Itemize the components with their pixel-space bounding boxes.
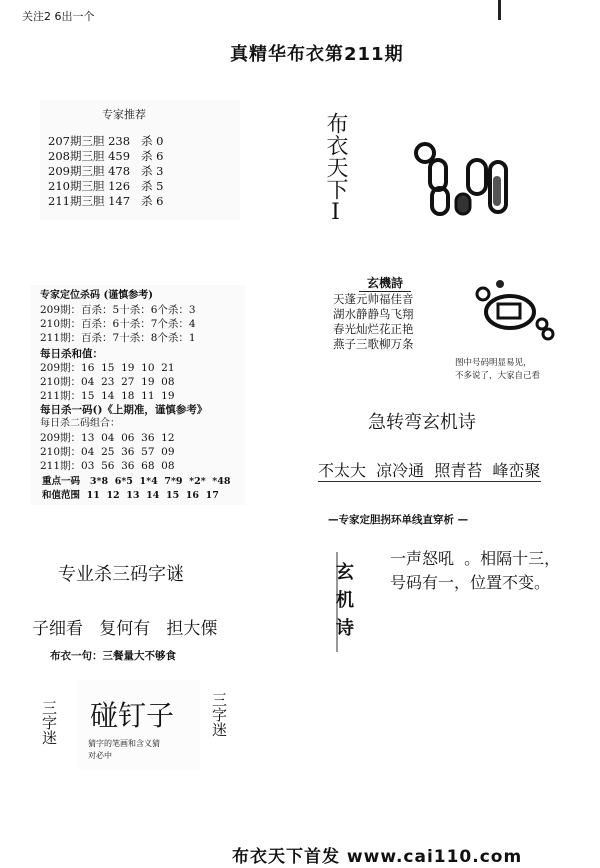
expert-ad-panel — [318, 532, 578, 662]
vertical-title: 布衣天下I — [323, 112, 348, 225]
list-item: 208期三胆 459 杀 6 — [48, 149, 164, 163]
riddle-note-2: 对必中 — [88, 751, 112, 760]
poem-line: 春光灿烂花正艳 — [333, 322, 414, 336]
list-item: 210期三胆 126 杀 5 — [48, 179, 164, 193]
list-item: 211期：03 56 36 68 08 — [40, 460, 175, 472]
riddle-right-label: 三字迷 — [210, 692, 228, 737]
list-item: 207期三胆 238 杀 0 — [48, 134, 164, 148]
daily-one-list — [40, 431, 175, 473]
riddle-left-label: 三字迷 — [40, 700, 58, 745]
poem-line: 湖水静静鸟飞翔 — [333, 307, 414, 321]
expert-recommend-heading: 专家推荐 — [102, 108, 146, 121]
data-panel — [30, 285, 245, 505]
kill-three-saying: 布衣一句：三餐量大不够食 — [50, 650, 176, 662]
list-item: 210期：04 23 27 19 08 — [40, 376, 175, 388]
expert-ad-poem-2: 号码有一，位置不变。 — [390, 573, 551, 592]
xuanji-poem-panel — [315, 270, 573, 385]
poem-line: 天蓬元帅福佳音 — [333, 292, 414, 306]
poem-line: 燕子三歌柳万条 — [333, 337, 414, 351]
key-number-line: 重点一码 3*8 6*5 1*4 7*9 *2* *48 — [42, 476, 231, 487]
expert-recommend-list — [48, 134, 164, 209]
page-title: 真精华布衣第211期 — [230, 44, 404, 65]
list-item: 209期三胆 478 杀 3 — [48, 164, 164, 178]
list-item: 210期：百杀：6十杀：7个杀：4 — [40, 318, 196, 330]
list-item: 211期：百杀：7十杀：8个杀：1 — [40, 332, 196, 344]
right-top-panel — [300, 100, 565, 255]
list-item: 209期：16 15 19 10 21 — [40, 362, 175, 374]
daily-one-heading: 每日杀一码()《上期准，谨慎参考》 — [40, 404, 208, 416]
list-item: 210期：04 25 36 57 09 — [40, 446, 175, 458]
list-item: 211期：15 14 18 11 19 — [40, 390, 175, 402]
xuanji-note-1: 图中号码明显易见， — [455, 358, 532, 368]
list-item: 209期：百杀：5十杀：6个杀：3 — [40, 304, 196, 316]
vertical-xuanji-label: 玄机诗 — [333, 562, 354, 646]
riddle-note-1: 猜字的笔画和含义猜 — [88, 739, 160, 748]
expert-ad-line: —专家定胆拐环单线直穿析 — — [328, 514, 469, 526]
kill-three-line: 子细看 复何有 担大傈 — [32, 619, 218, 639]
kill-three-heading: 专业杀三码字谜 — [58, 564, 184, 585]
sum-range-line: 和值范围 11 12 13 14 15 16 17 — [42, 490, 219, 501]
position-kill-list — [40, 303, 196, 345]
turn-poem-line: 不太大 凉冷通 照青苔 峰峦聚 — [318, 458, 541, 482]
riddle-panel — [78, 680, 200, 770]
top-note: 关注2 6出一个 — [22, 10, 95, 23]
footer-text: 布衣天下首发 www.cai110.com — [232, 847, 523, 867]
ring-drawing-icon — [470, 276, 555, 346]
daily-sum-list — [40, 361, 175, 403]
expert-ad-poem-1: 一声怒吼 。相隔十三， — [390, 549, 561, 568]
list-item: 209期：13 04 06 36 12 — [40, 432, 175, 444]
xuanji-lines — [333, 292, 414, 352]
number-drawing-icon — [408, 138, 528, 228]
xuanji-heading: 玄機詩 — [359, 274, 411, 292]
riddle-big-text: 碰钉子 — [90, 699, 175, 732]
top-divider — [498, 0, 501, 20]
daily-sum-heading: 每日杀和值： — [40, 348, 103, 360]
position-kill-heading: 专家定位杀码 (谨慎参考) — [40, 290, 153, 301]
list-item: 211期三胆 147 杀 6 — [48, 194, 164, 208]
turn-poem-heading: 急转弯玄机诗 — [368, 412, 476, 433]
xuanji-note-2: 不多说了，大家自己看 — [455, 371, 541, 381]
expert-recommend-panel — [40, 100, 240, 220]
daily-two-heading: 每日杀二码组合： — [40, 418, 120, 429]
